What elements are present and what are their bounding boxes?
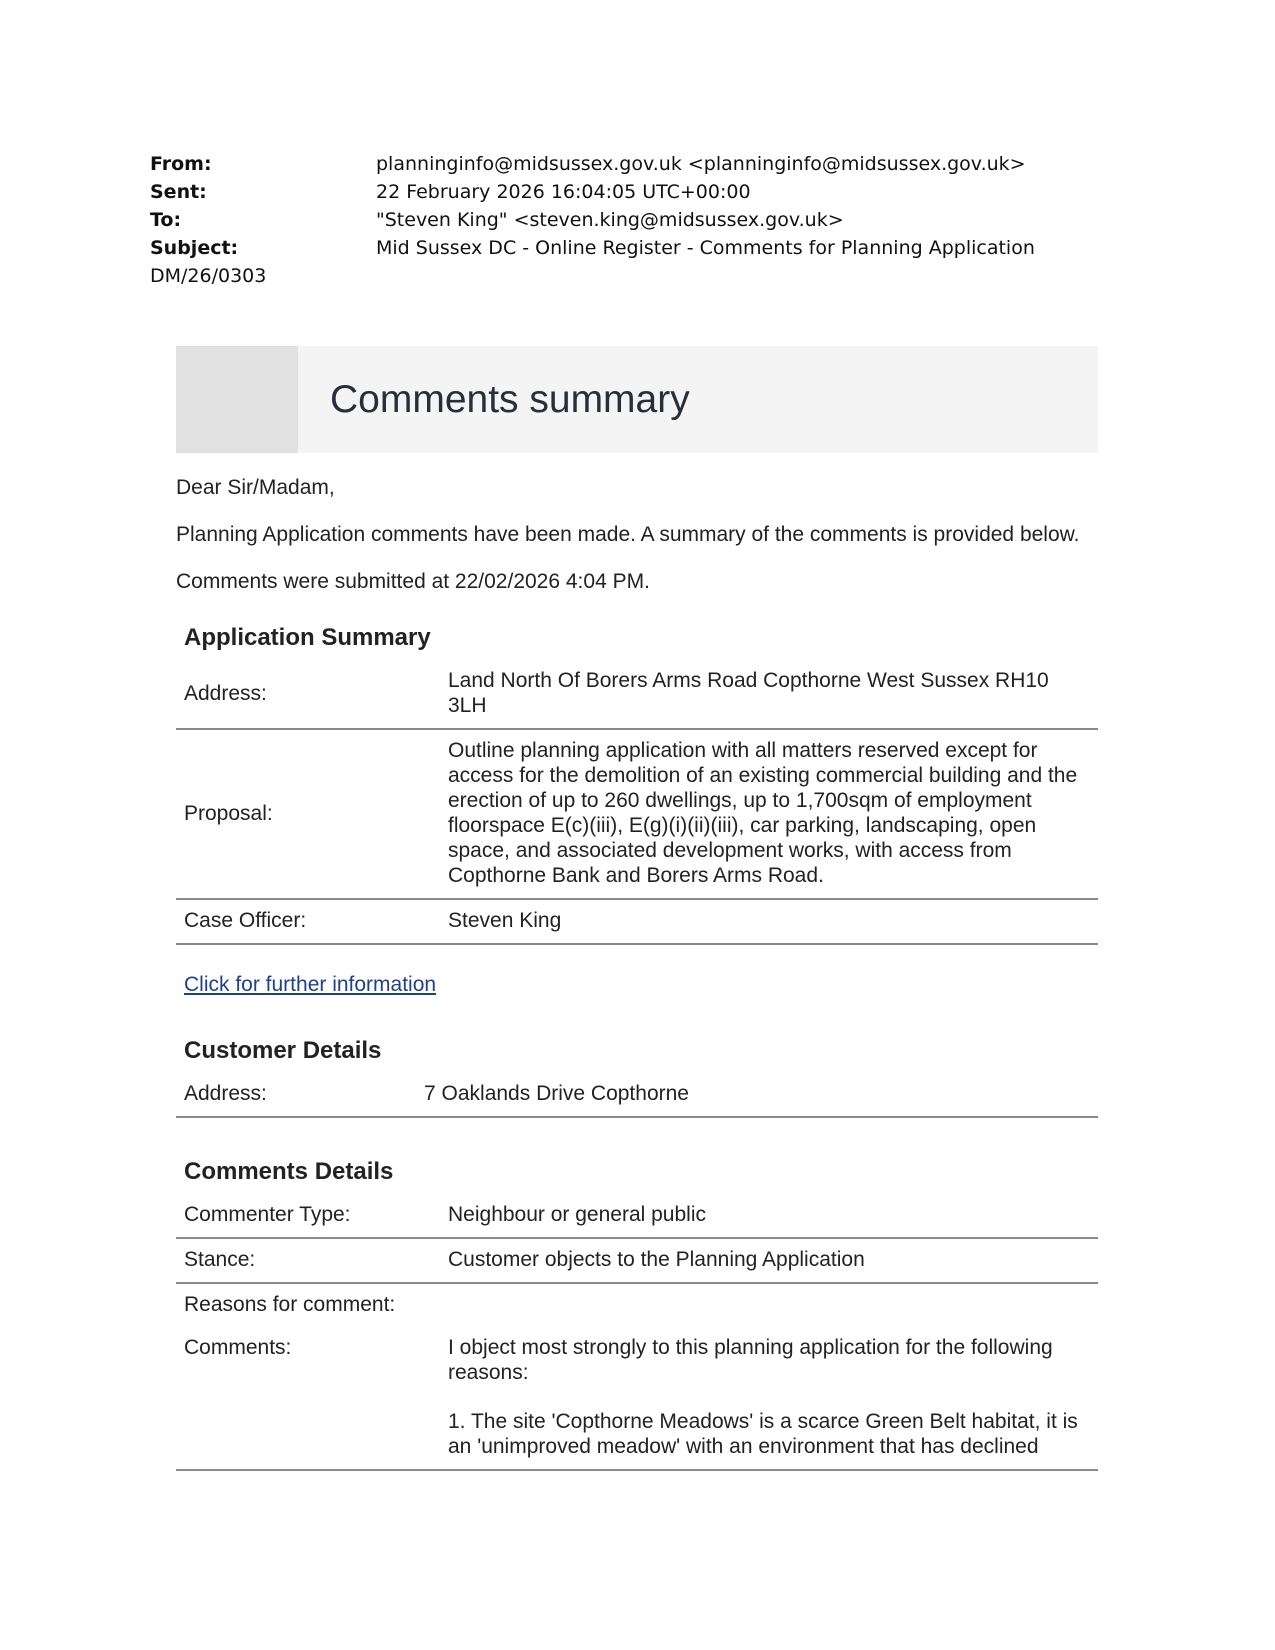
submitted-text: Comments were submitted at 22/02/2026 4:04 PM.	[176, 570, 650, 593]
comments-details-heading: Comments Details	[184, 1158, 394, 1185]
greeting: Dear Sir/Madam,	[176, 476, 335, 499]
sent-label: Sent:	[150, 181, 207, 203]
application-summary-table	[176, 660, 1098, 945]
proposal-value: Outline planning application with all matters reserved except for access for the demolition of an existing commercial building and the erection of up to 260 dwellings, up to 1,700sqm of employment floorspace E(c)(iii), E(g)(i)(ii)(iii), car parking, landscaping, open space, and associated development works, with access from Copthorne Bank and Borers Arms Road.	[440, 729, 1098, 899]
from-value: planninginfo@midsussex.gov.uk <planninginfo@midsussex.gov.uk>	[376, 153, 1026, 175]
address-value: Land North Of Borers Arms Road Copthorne West Sussex RH10 3LH	[440, 660, 1098, 729]
from-label: From:	[150, 153, 212, 175]
table-row	[176, 1238, 1098, 1283]
subject-continuation: DM/26/0303	[150, 265, 267, 287]
from-row	[150, 150, 1035, 178]
proposal-label: Proposal:	[176, 729, 440, 899]
comments-value	[440, 1327, 1098, 1470]
banner-accent-block	[176, 346, 298, 453]
subject-row	[150, 234, 1035, 262]
customer-address-value: 7 Oaklands Drive Copthorne	[416, 1073, 1098, 1117]
table-row	[176, 899, 1098, 944]
comment-paragraph: I object most strongly to this planning application for the following reasons:	[448, 1336, 1053, 1384]
comment-paragraph: 1. The site 'Copthorne Meadows' is a scarce Green Belt habitat, it is an 'unimproved meadow' with an environment that has declined	[448, 1410, 1078, 1458]
reasons-label: Reasons for comment:	[184, 1293, 396, 1316]
email-body	[176, 346, 1098, 1471]
table-row	[176, 1194, 1098, 1238]
customer-address-label: Address:	[176, 1073, 416, 1117]
commenter-type-label: Commenter Type:	[176, 1194, 440, 1238]
banner-title: Comments summary	[330, 378, 690, 421]
table-row	[176, 1073, 1098, 1117]
table-row	[176, 660, 1098, 729]
sent-row	[150, 178, 1035, 206]
intro-text: Planning Application comments have been made. A summary of the comments is provided below.	[176, 523, 1080, 546]
address-label: Address:	[176, 660, 440, 729]
further-information-link[interactable]: Click for further information	[184, 973, 437, 996]
subject-value: Mid Sussex DC - Online Register - Comments for Planning Application	[376, 237, 1035, 259]
comments-label: Comments:	[176, 1327, 440, 1470]
banner	[176, 346, 1098, 453]
subject-label: Subject:	[150, 237, 239, 259]
customer-details-table	[176, 1073, 1098, 1118]
table-row	[176, 729, 1098, 899]
to-value: "Steven King" <steven.king@midsussex.gov.uk>	[376, 209, 844, 231]
to-row	[150, 206, 1035, 234]
stance-value: Customer objects to the Planning Application	[440, 1238, 1098, 1283]
customer-details-heading: Customer Details	[184, 1037, 382, 1064]
table-row	[176, 1283, 1098, 1327]
email-header	[150, 150, 1035, 290]
commenter-type-value: Neighbour or general public	[440, 1194, 1098, 1238]
comments-details-table	[176, 1194, 1098, 1471]
case-officer-value: Steven King	[440, 899, 1098, 944]
case-officer-label: Case Officer:	[176, 899, 440, 944]
reasons-value	[440, 1283, 1098, 1327]
application-summary-heading: Application Summary	[184, 624, 431, 651]
stance-label: Stance:	[176, 1238, 440, 1283]
sent-value: 22 February 2026 16:04:05 UTC+00:00	[376, 181, 751, 203]
to-label: To:	[150, 209, 182, 231]
table-row	[176, 1327, 1098, 1470]
